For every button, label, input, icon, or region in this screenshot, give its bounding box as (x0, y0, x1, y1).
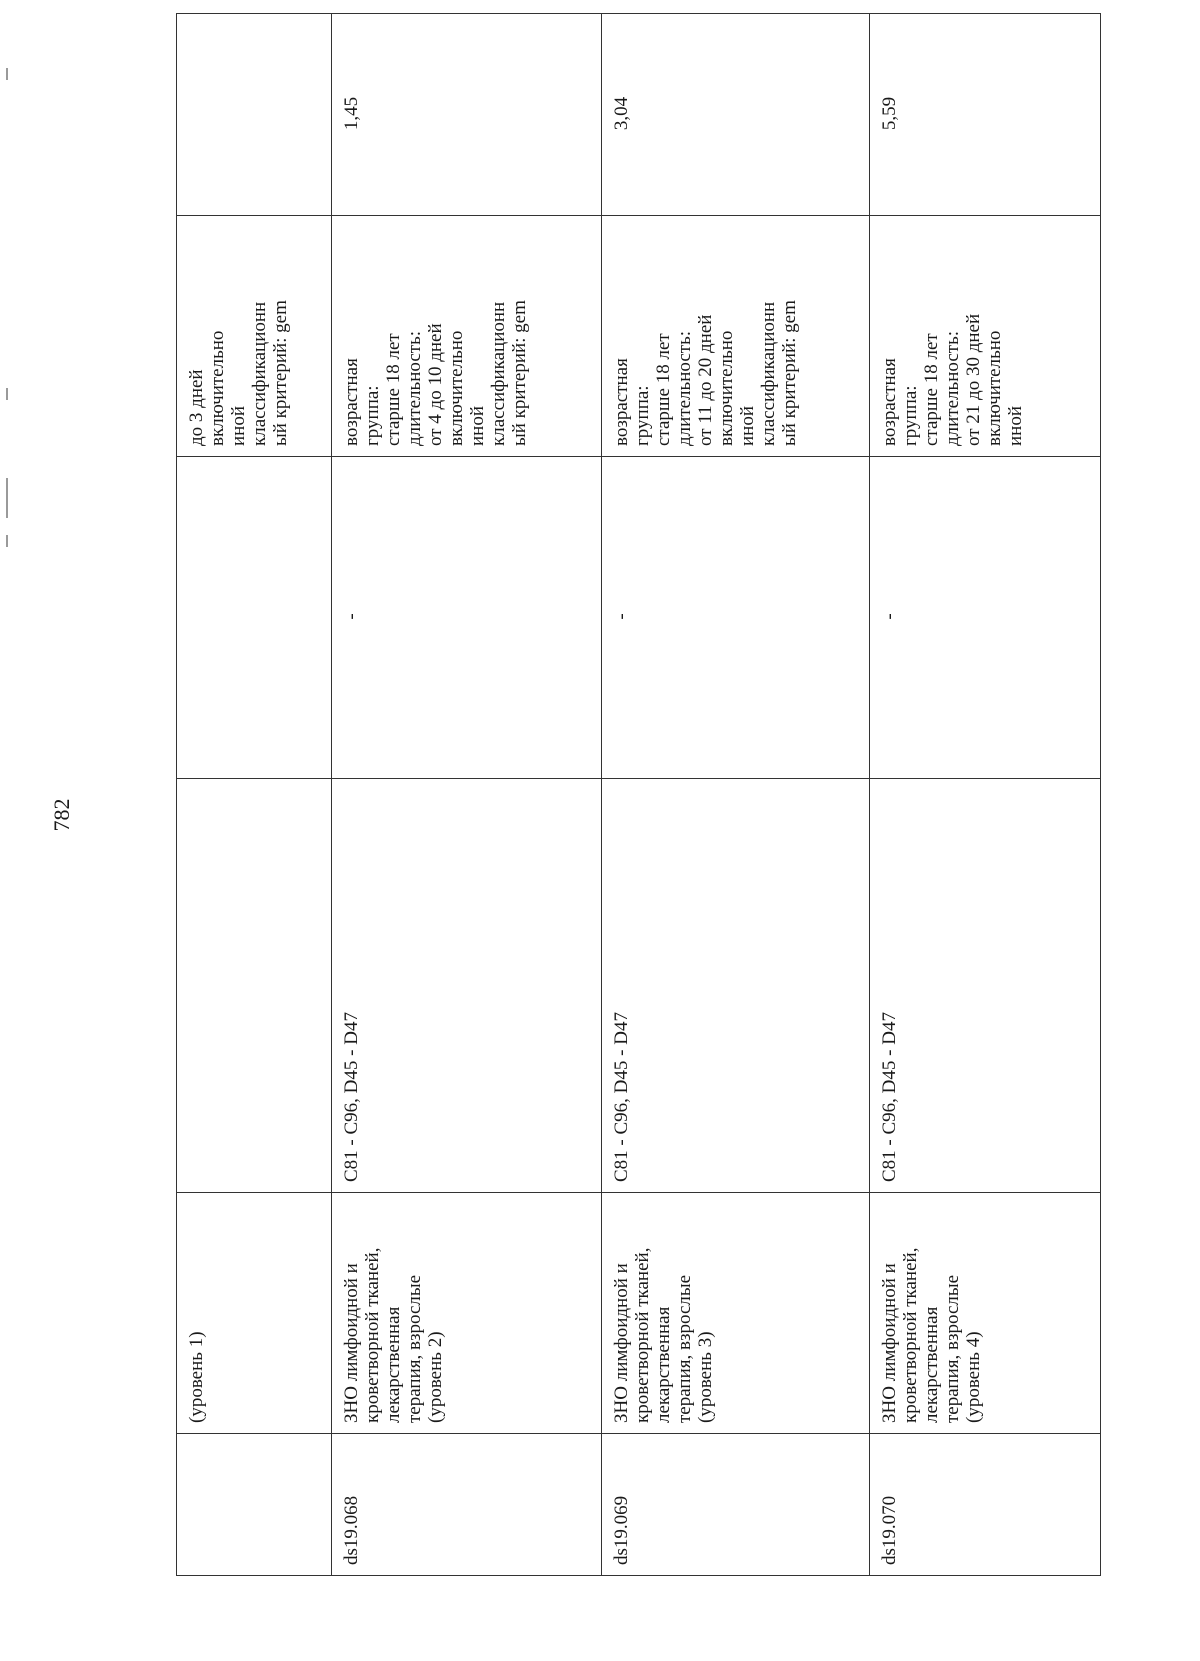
cell-procedure: - (332, 457, 602, 779)
cell-criteria: возрастная группа: старше 18 лет длительность: от 4 до 10 дней включительно иной классификационн ый критерий: gem (332, 216, 602, 457)
scan-artifact (6, 535, 8, 547)
cell-code: ds19.069 (602, 1434, 870, 1576)
cell-procedure: - (870, 457, 1101, 779)
cell-coefficient: 1,45 (332, 14, 602, 216)
table-row (177, 14, 332, 1576)
table-row (602, 14, 870, 1576)
cell-code (177, 1434, 332, 1576)
cell-criteria: возрастная группа: старше 18 лет длительность: от 21 до 30 дней включительно иной (870, 216, 1101, 457)
cell-procedure (177, 457, 332, 779)
page-number: 782 (49, 798, 74, 832)
cell-icd-codes: C81 - C96, D45 - D47 (870, 779, 1101, 1193)
tariff-table (176, 13, 1101, 1576)
table-frame (176, 96, 1100, 1576)
cell-icd-codes: C81 - C96, D45 - D47 (602, 779, 870, 1193)
table-row (332, 14, 602, 1576)
cell-name: ЗНО лимфоидной и кроветворной тканей, лекарственная терапия, взрослые (уровень 3) (602, 1193, 870, 1434)
cell-icd-codes: C81 - C96, D45 - D47 (332, 779, 602, 1193)
cell-name: ЗНО лимфоидной и кроветворной тканей, лекарственная терапия, взрослые (уровень 2) (332, 1193, 602, 1434)
cell-icd-codes (177, 779, 332, 1193)
cell-coefficient: 3,04 (602, 14, 870, 216)
scan-artifact (6, 478, 8, 518)
cell-coefficient (177, 14, 332, 216)
cell-name: ЗНО лимфоидной и кроветворной тканей, лекарственная терапия, взрослые (уровень 4) (870, 1193, 1101, 1434)
cell-criteria: возрастная группа: старше 18 лет длительность: от 11 до 20 дней включительно иной классификационн ый критерий: gem (602, 216, 870, 457)
cell-coefficient: 5,59 (870, 14, 1101, 216)
cell-code: ds19.068 (332, 1434, 602, 1576)
cell-code: ds19.070 (870, 1434, 1101, 1576)
cell-criteria: до 3 дней включительно иной классификационн ый критерий: gem (177, 216, 332, 457)
cell-name: (уровень 1) (177, 1193, 332, 1434)
rotated-table-container (176, 96, 1100, 1576)
table-row (870, 14, 1101, 1576)
scan-artifact (6, 388, 8, 400)
scan-artifact (6, 68, 8, 80)
cell-procedure: - (602, 457, 870, 779)
